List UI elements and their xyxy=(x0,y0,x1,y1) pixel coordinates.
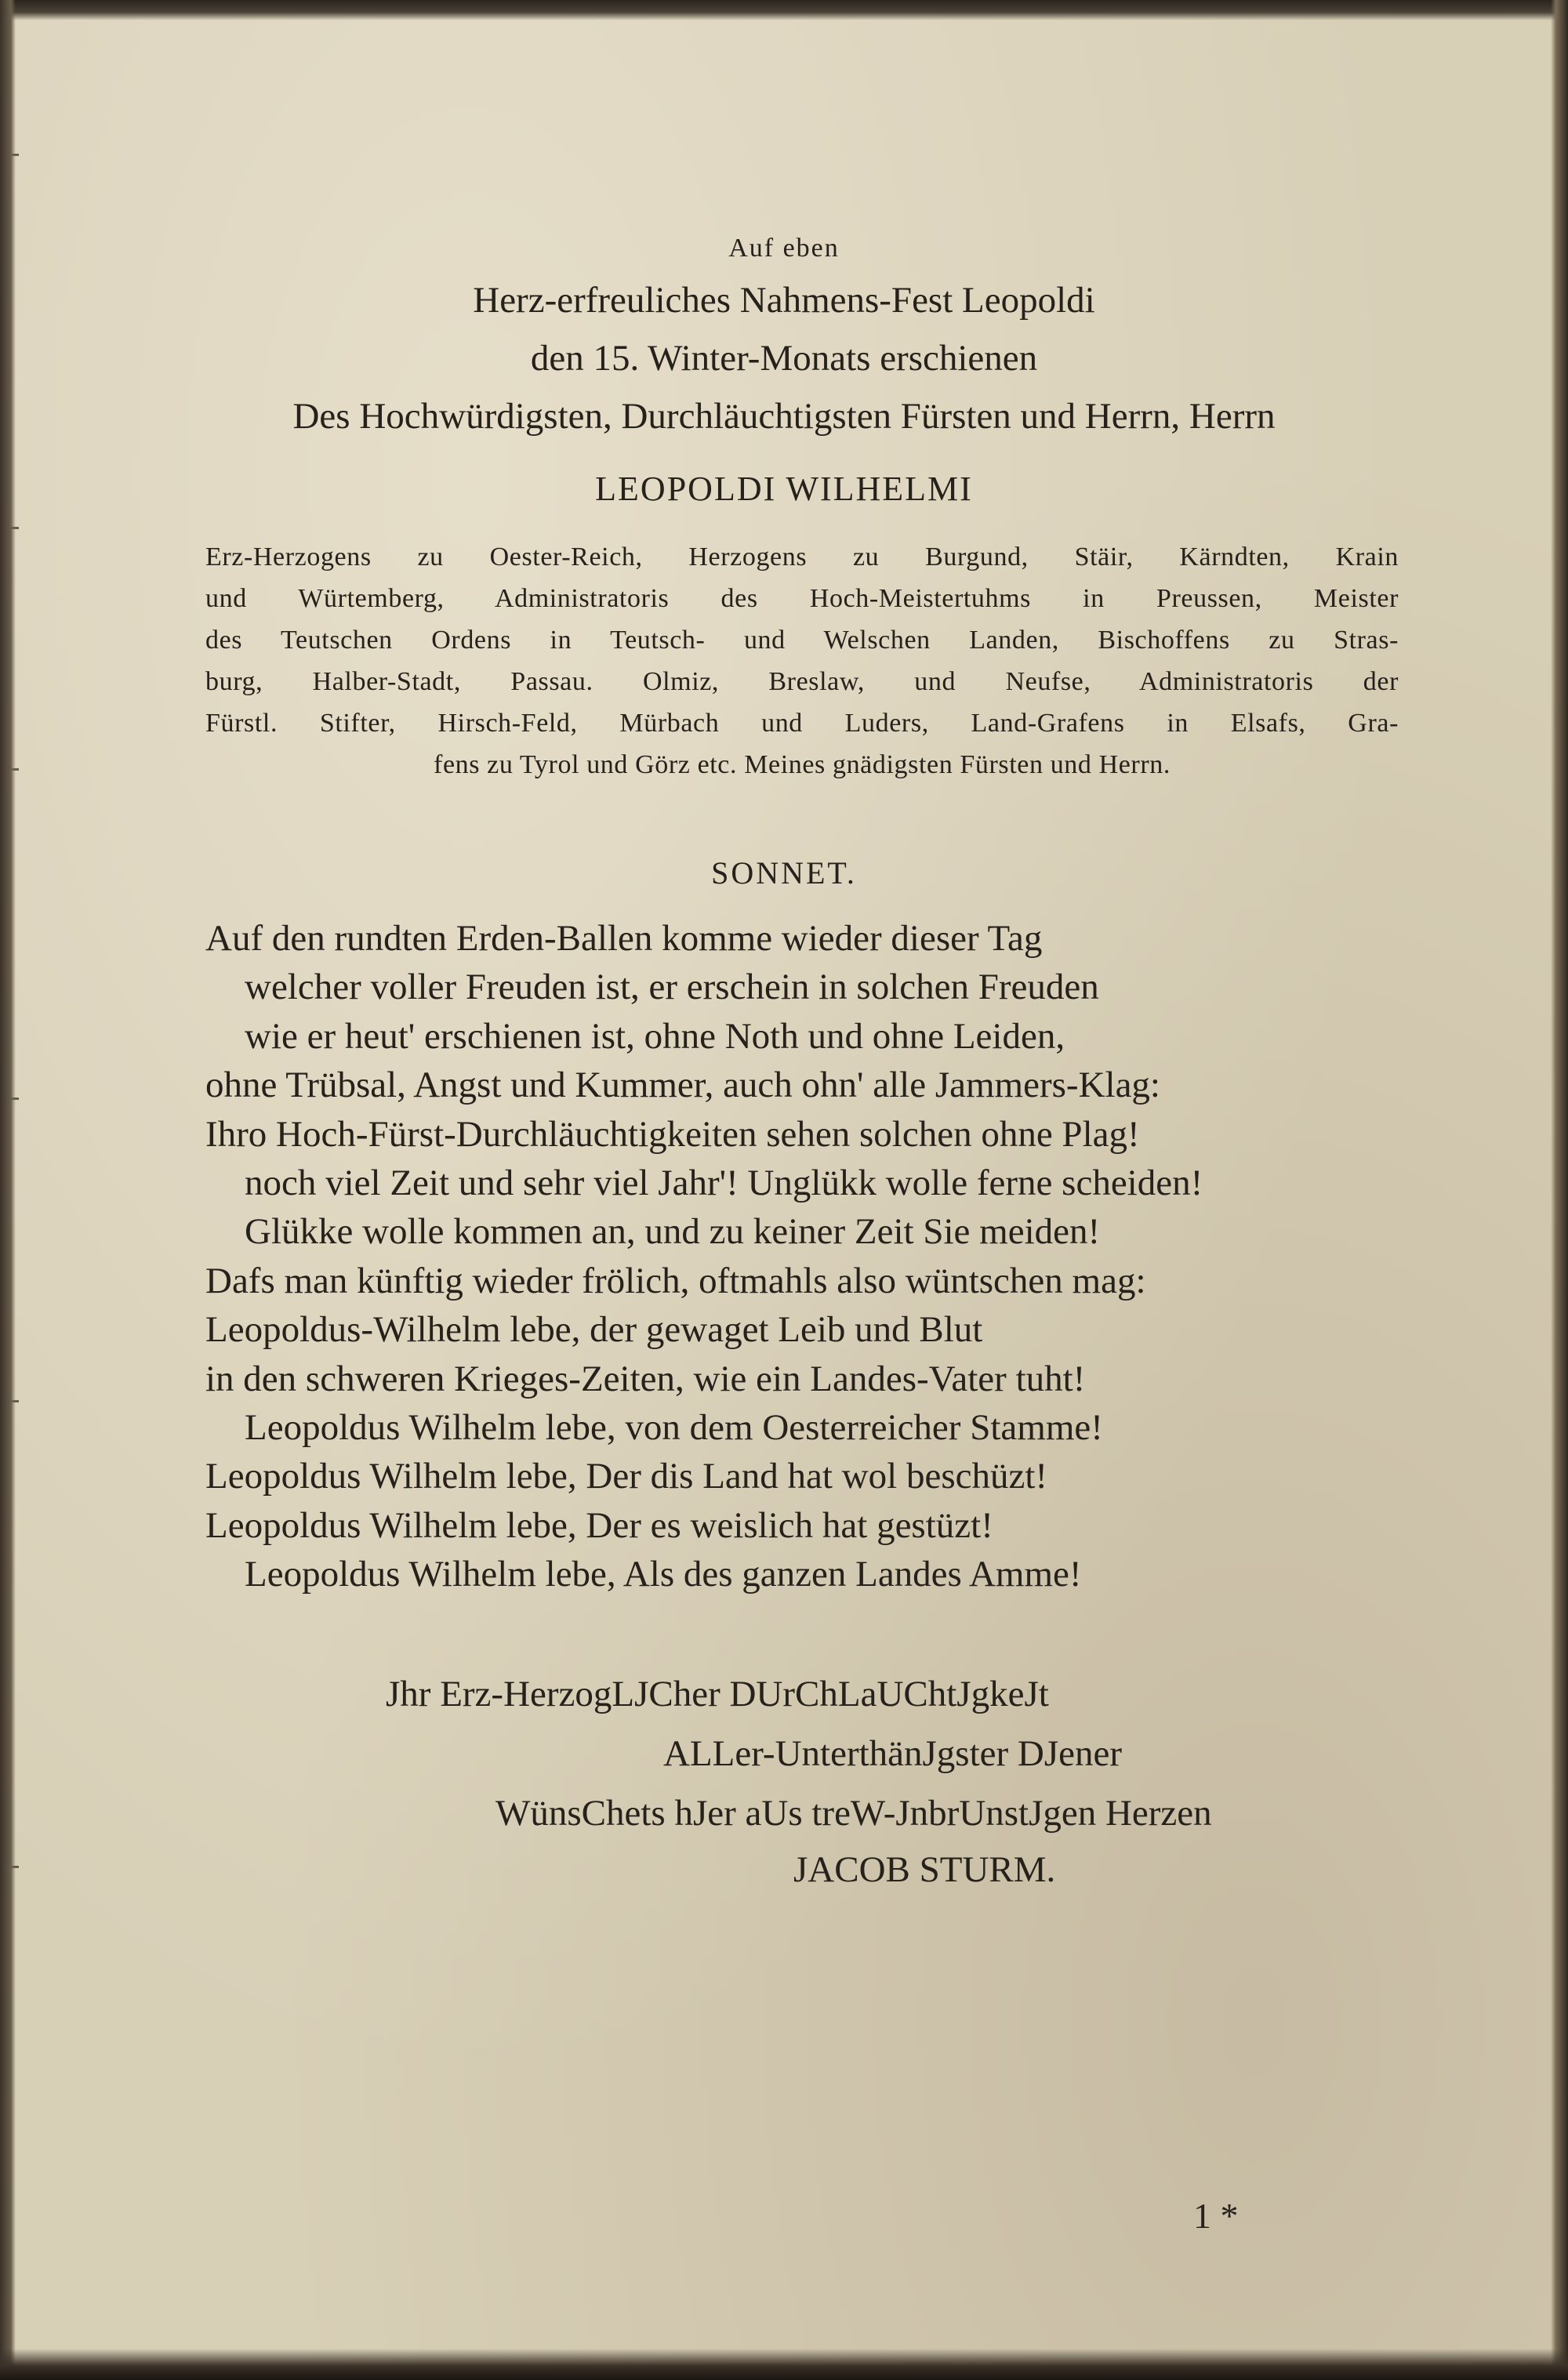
page-top-edge xyxy=(0,0,1568,20)
poem-line: wie er heut' erschienen ist, ohne Noth und ohne Leiden, xyxy=(245,1015,1065,1057)
poem-line: Leopoldus-Wilhelm lebe, der gewaget Leib und Blut xyxy=(205,1309,983,1351)
poem-line: in den schweren Krieges-Zeiten, wie ein Landes-Vater tuht! xyxy=(205,1358,1086,1399)
binding-stitch xyxy=(11,1097,19,1100)
page-bottom-edge xyxy=(0,2349,1568,2380)
titles-line: und Würtemberg, Administratoris des Hoch-Meistertuhms in Preussen, Meister xyxy=(205,584,1399,613)
poem-line: Leopoldus Wilhelm lebe, Als des ganzen Landes Amme! xyxy=(245,1554,1082,1595)
binding-stitch xyxy=(11,1400,19,1402)
titles-line: des Teutschen Ordens in Teutsch- und Welschen Landen, Bischoffens zu Stras- xyxy=(205,626,1399,655)
heading-line-2: den 15. Winter-Monats erschienen xyxy=(530,338,1038,379)
binding-stitch xyxy=(11,1866,19,1868)
signature-line-3: WünsChets hJer aUs treW-JnbrUnstJgen Herzen xyxy=(495,1793,1212,1834)
poem-line: Glükke wolle kommen an, und zu keiner Zeit Sie meiden! xyxy=(245,1211,1101,1253)
titles-line: Erz-Herzogens zu Oester-Reich, Herzogens zu Burgund, Stäir, Kärndten, Krain xyxy=(205,542,1399,571)
heading-line-3: Des Hochwürdigsten, Durchläuchtigsten Fürsten und Herrn, Herrn xyxy=(292,396,1276,437)
heading-line-1: Herz-erfreuliches Nahmens-Fest Leopoldi xyxy=(473,280,1095,321)
poem-line: ohne Trübsal, Angst und Kummer, auch ohn' alle Jammers-Klag: xyxy=(205,1065,1160,1106)
binding-stitch xyxy=(11,527,19,529)
poem-line: Ihro Hoch-Fürst-Durchläuchtigkeiten sehen solchen ohne Plag! xyxy=(205,1113,1140,1155)
titles-line: fens zu Tyrol und Görz etc. Meines gnädigsten Fürsten und Herrn. xyxy=(434,750,1171,779)
signature-line-2: ALLer-UnterthänJgster DJener xyxy=(663,1733,1123,1774)
poem-line: Leopoldus Wilhelm lebe, von dem Oesterreicher Stamme! xyxy=(245,1406,1103,1448)
poem-line: Leopoldus Wilhelm lebe, Der es weislich hat gestüzt! xyxy=(205,1504,993,1546)
signature-name: JACOB STURM. xyxy=(793,1849,1056,1890)
heading-intro: Auf eben xyxy=(728,234,840,263)
titles-line: Fürstl. Stifter, Hirsch-Feld, Mürbach und Luders, Land-Grafens in Elsafs, Gra- xyxy=(205,709,1399,738)
poem-line: Auf den rundten Erden-Ballen komme wieder dieser Tag xyxy=(205,918,1043,959)
poem-line: Leopoldus Wilhelm lebe, Der dis Land hat wol beschüzt! xyxy=(205,1456,1048,1497)
sonnet-poem xyxy=(205,914,1405,1598)
page-number: 1 * xyxy=(1193,2196,1239,2236)
sonnet-title: SONNET. xyxy=(711,855,857,891)
poem-line: Dafs man künftig wieder frölich, oftmahls also wüntschen mag: xyxy=(205,1260,1146,1301)
titles-line: burg, Halber-Stadt, Passau. Olmiz, Breslaw, und Neufse, Administratoris der xyxy=(205,667,1399,696)
dedicatee-name: LEOPOLDI WILHELMI xyxy=(595,470,973,508)
poem-line: noch viel Zeit und sehr viel Jahr'! Unglükk wolle ferne scheiden! xyxy=(245,1162,1203,1203)
binding-stitch xyxy=(11,768,19,771)
binding-stitch xyxy=(11,154,19,156)
titles-paragraph xyxy=(205,536,1399,785)
signature-line-1: Jhr Erz-HerzogLJCher DUrChLaUChtJgkeJt xyxy=(386,1674,1049,1714)
poem-line: welcher voller Freuden ist, er erschein in solchen Freuden xyxy=(245,967,1099,1008)
